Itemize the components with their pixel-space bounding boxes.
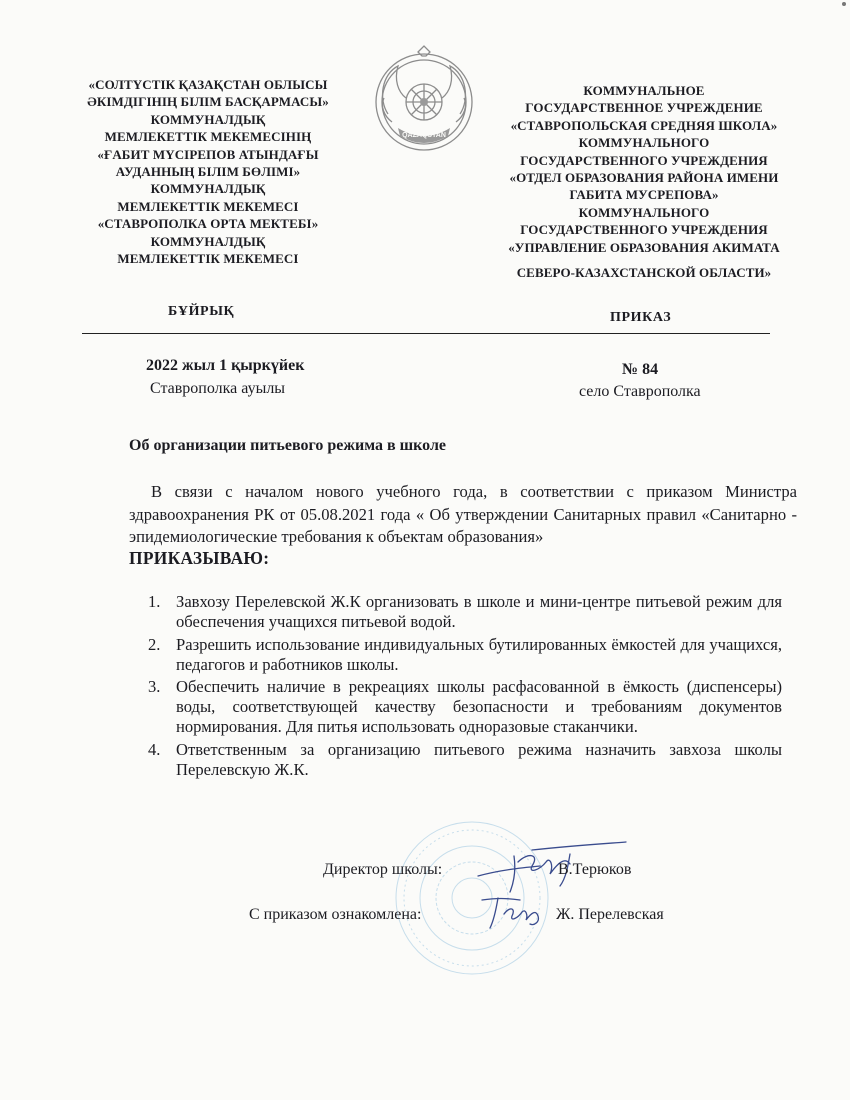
header-line: ГОСУДАРСТВЕННОГО УЧРЕЖДЕНИЯ xyxy=(520,222,768,238)
header-divider xyxy=(82,333,770,334)
header-line: МЕМЛЕКЕТТІК МЕКЕМЕСІ xyxy=(117,251,299,267)
corner-mark xyxy=(840,0,848,8)
header-line: СЕВЕРО-КАЗАХСТАНСКОЙ ОБЛАСТИ» xyxy=(516,265,772,281)
director-label: Директор школы: xyxy=(323,861,443,878)
header-line: МЕМЛЕКЕТТІК МЕКЕМЕСІ xyxy=(117,198,299,214)
header-line: ГАБИТА МУСРЕПОВА» xyxy=(569,187,719,203)
header-line: КОММУНАЛДЫҚ xyxy=(150,111,266,127)
header-line: КОММУНАЛДЫҚ xyxy=(150,181,266,197)
header-line: МЕМЛЕКЕТТІК МЕКЕМЕСІНІҢ xyxy=(104,129,312,145)
place-russian: село Ставрополка xyxy=(579,383,701,400)
item-text: Разрешить использование индивидуальных бутилированных ёмкостей для учащихся, педагогов и работников школы. xyxy=(176,634,782,674)
item-number: 2. xyxy=(148,634,161,654)
doc-type-kazakh: БҰЙРЫҚ xyxy=(168,304,235,319)
header-line: КОММУНАЛДЫҚ xyxy=(150,233,266,249)
item-number: 1. xyxy=(148,592,161,611)
list-item xyxy=(148,740,782,780)
header-line: КОММУНАЛЬНОГО xyxy=(578,135,710,151)
list-item xyxy=(148,677,782,737)
state-emblem-icon xyxy=(368,44,480,156)
header-line: «ОТДЕЛ ОБРАЗОВАНИЯ РАЙОНА ИМЕНИ xyxy=(509,170,779,186)
item-number: 3. xyxy=(148,677,161,696)
order-subject: Об организации питьевого режима в школе xyxy=(129,437,447,454)
header-line: ГОСУДАРСТВЕННОЕ УЧРЕЖДЕНИЕ xyxy=(525,100,763,116)
order-date: 2022 жыл 1 қыркүйек xyxy=(146,357,305,374)
header-line: «СТАВРОПОЛКА ОРТА МЕКТЕБІ» xyxy=(97,216,319,232)
order-word: ПРИКАЗЫВАЮ: xyxy=(129,548,270,568)
header-line: «УПРАВЛЕНИЕ ОБРАЗОВАНИЯ АКИМАТА xyxy=(508,239,780,255)
order-number: № 84 xyxy=(622,361,659,378)
order-items xyxy=(148,592,782,782)
list-item xyxy=(148,635,782,675)
doc-type-russian: ПРИКАЗ xyxy=(610,310,672,325)
header-line: ГОСУДАРСТВЕННОГО УЧРЕЖДЕНИЯ xyxy=(520,152,768,168)
acknowledgment-label: С приказом ознакомлена: xyxy=(249,906,422,923)
kazakh-organization-header xyxy=(72,76,344,267)
acknowledgment-name: Ж. Перелевская xyxy=(556,906,664,923)
place-kazakh: Ставрополка ауылы xyxy=(150,380,286,397)
header-line: ӘКІМДІГІНІҢ БІЛІМ БАСҚАРМАСЫ» xyxy=(87,94,329,110)
header-line: «СОЛТҮСТІК ҚАЗАҚСТАН ОБЛЫСЫ xyxy=(88,77,328,92)
emblem-text: QAZAQSTAN xyxy=(402,132,446,139)
item-number: 4. xyxy=(148,739,161,759)
intro-text: В связи с началом нового учебного года, в соответствии с приказом Министра здравоохранения РК от 05.08.2021 года « Об утверждении Санитарных правил «Санитарно - эпидемиологические требования к объектам образования» xyxy=(129,482,797,546)
item-text: Обеспечить наличие в рекреациях школы расфасованной в ёмкость (диспенсеры) воды, соответствующей качеству безопасности и требованиям документов нормирования. Для питья использовать одноразовые стаканчики. xyxy=(176,677,782,736)
item-text: Ответственным за организацию питьевого режима назначить завхоза школы Перелевскую Ж.К. xyxy=(176,739,782,779)
item-text: Завхозу Перелевской Ж.К организовать в школе и мини-центре питьевой режим для обеспечения учащихся питьевой водой. xyxy=(176,592,782,631)
header-line: КОММУНАЛЬНОГО xyxy=(578,204,710,220)
intro-paragraph xyxy=(129,481,797,549)
header-line: КОММУНАЛЬНОЕ xyxy=(583,83,705,98)
header-line: «ҒАБИТ МҮСІРЕПОВ АТЫНДАҒЫ xyxy=(97,146,319,162)
list-item xyxy=(148,592,782,632)
header-line: АУДАННЫҢ БІЛІМ БӨЛІМІ» xyxy=(115,164,301,180)
acknowledgment-signature xyxy=(476,892,556,932)
header-line: «СТАВРОПОЛЬСКАЯ СРЕДНЯЯ ШКОЛА» xyxy=(510,117,778,133)
russian-organization-header xyxy=(498,82,790,281)
director-name: В.Терюков xyxy=(558,861,632,878)
